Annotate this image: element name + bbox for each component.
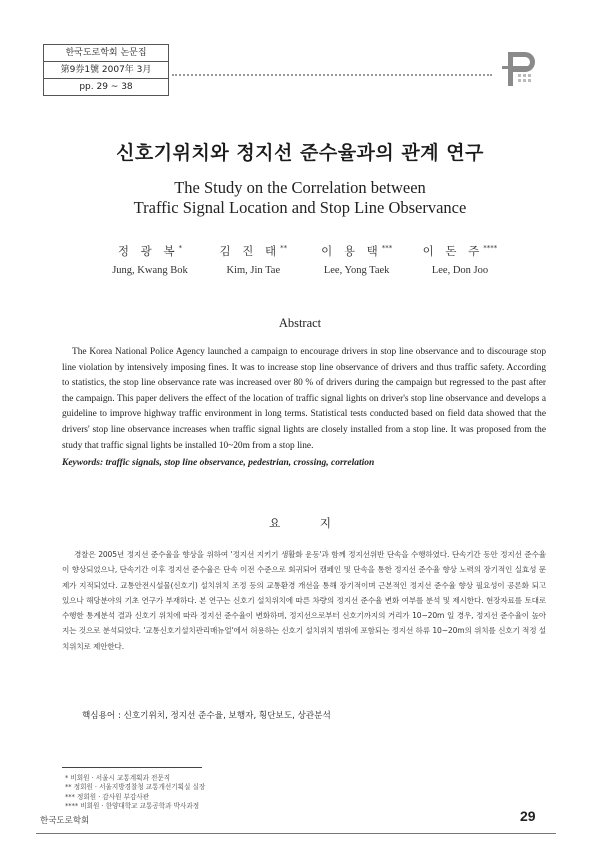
korean-summary-heading: 요 지 bbox=[269, 516, 349, 530]
author bbox=[100, 243, 200, 276]
author-name-ko: 이 용 택 bbox=[321, 244, 382, 258]
journal-pages: pp. 29 ~ 38 bbox=[79, 82, 133, 92]
page-number: 29 bbox=[520, 808, 536, 824]
journal-name: 한국도로학회 논문집 bbox=[44, 45, 168, 62]
author-name-en: Lee, Yong Taek bbox=[323, 265, 390, 276]
title-english-line: The Study on the Correlation between bbox=[174, 178, 426, 197]
author bbox=[307, 243, 407, 276]
author-name-ko: 이 돈 주 bbox=[422, 244, 484, 258]
author-name-en: Kim, Jin Tae bbox=[226, 265, 281, 276]
author-name-en: Jung, Kwang Bok bbox=[112, 265, 188, 276]
korean-summary-body bbox=[62, 547, 546, 654]
footnote bbox=[65, 783, 205, 792]
journal-logo-icon bbox=[498, 44, 544, 90]
korean-summary-paragraph: 경찰은 2005년 정지선 준수율을 향상을 위하여 '정지선 지키기 생활화 운동'과 함께 정지선위반 단속을 수행하였다. 단속기간 동안 정지선 준수율이 향상되었으나, 단속기간 이후 정지선 준수율은 단속 이전 수준으로 회귀되어 캠페인 및 단속을 통한 정지선 준수율 향상 노력의 장기적인 실효성 문제가 지적되었다. 교통안전시설물(신호기) 설치위치 조정 등의 교통환경 개선을 통해 장기적이며 근본적인 정지선 준수율 향상 필요성이 공론화 되고 있으나 해당분야의 기초 연구가 부재하다. 본 연구는 신호기 설치위치에 따른 차량의 정지선 준수율 변화 여부를 분석 및 제시한다. 현장자료를 토대로 수행한 통계분석 결과 신호기 위치에 따라 정지선 준수율이 변화하며, 정지선으로부터 신호기까지의 거리가 10~20m 일 경우, 정지선 준수율이 높아지는 것으로 분석되었다. '교통신호기설치관리매뉴얼'에서 허용하는 신호기 설치위치 범위에 포함되는 정지선 하류 10~20m의 위치를 신호기 적정 설치위치로 제안한다. bbox=[62, 550, 546, 651]
footer-rule bbox=[36, 833, 556, 834]
author bbox=[203, 243, 303, 276]
footnote bbox=[65, 793, 205, 802]
journal-info-box bbox=[43, 44, 169, 96]
footnote bbox=[65, 802, 205, 811]
footnote bbox=[65, 774, 205, 783]
author-name-ko: 정 광 복 bbox=[117, 244, 179, 258]
author-name-en: Lee, Don Joo bbox=[431, 265, 489, 276]
footnote-text: 정회원 · 감사원 부감사관 bbox=[77, 792, 150, 801]
keywords-english: Keywords: traffic signals, stop line observance, pedestrian, crossing, correlation bbox=[62, 458, 375, 468]
title-english bbox=[0, 178, 600, 218]
abstract-paragraph: The Korea National Police Agency launched a campaign to encourage drivers in stop line observance and to discourage stop line violation by intensively imposing fines. It was to increase stop line observance of drivers and thus traffic safety. According to statistics, the stop line observance rate was increased over 80 % of drivers during the campaign but regressed to the past after the campaign. This paper delivers the effect of the location of traffic signal lights on driver's stop line observance and develops a guideline to improve highway traffic environment in long terms. Statistical tests conducted based on field data showed that the drivers' stop line observance increases when traffic signal lights are closely installed from a stop line. It was proposed from the study that traffic signal lights be installed 10~20m from a stop line. bbox=[62, 347, 546, 451]
title-english-line: Traffic Signal Location and Stop Line Observance bbox=[133, 198, 467, 217]
abstract-body bbox=[62, 345, 546, 454]
author-list bbox=[100, 243, 510, 276]
journal-volume: 第9券1號 2007年 3月 bbox=[44, 62, 168, 79]
footnote-text: 정회원 · 서울지방경찰청 교통개선기획실 실장 bbox=[73, 783, 206, 792]
footnote-mark: ** bbox=[65, 783, 72, 792]
author-name-ko: 김 진 태 bbox=[219, 244, 281, 258]
author-mark: * bbox=[178, 244, 183, 253]
footnote-divider bbox=[62, 767, 202, 768]
title-korean: 신호기위치와 정지선 준수율과의 관계 연구 bbox=[116, 142, 484, 164]
author bbox=[410, 243, 510, 276]
footnotes bbox=[65, 774, 205, 812]
footnote-text: 비회원 · 한양대학교 교통공학과 박사과정 bbox=[80, 802, 200, 811]
footer-society: 한국도로학회 bbox=[40, 816, 90, 826]
author-mark: **** bbox=[483, 244, 498, 253]
abstract-heading: Abstract bbox=[278, 316, 322, 330]
keywords-korean: 핵심용어 : 신호기위치, 정지선 준수율, 보행자, 횡단보도, 상관분석 bbox=[82, 711, 331, 721]
footnote-mark: * bbox=[65, 774, 69, 782]
footnote-text: 비회원 · 서울시 교통계획과 전문직 bbox=[70, 774, 171, 782]
author-mark: ** bbox=[280, 244, 288, 253]
footnote-mark: **** bbox=[65, 802, 79, 811]
author-mark: *** bbox=[381, 244, 393, 253]
header-dotted-line bbox=[172, 74, 492, 76]
footnote-mark: *** bbox=[65, 792, 75, 801]
